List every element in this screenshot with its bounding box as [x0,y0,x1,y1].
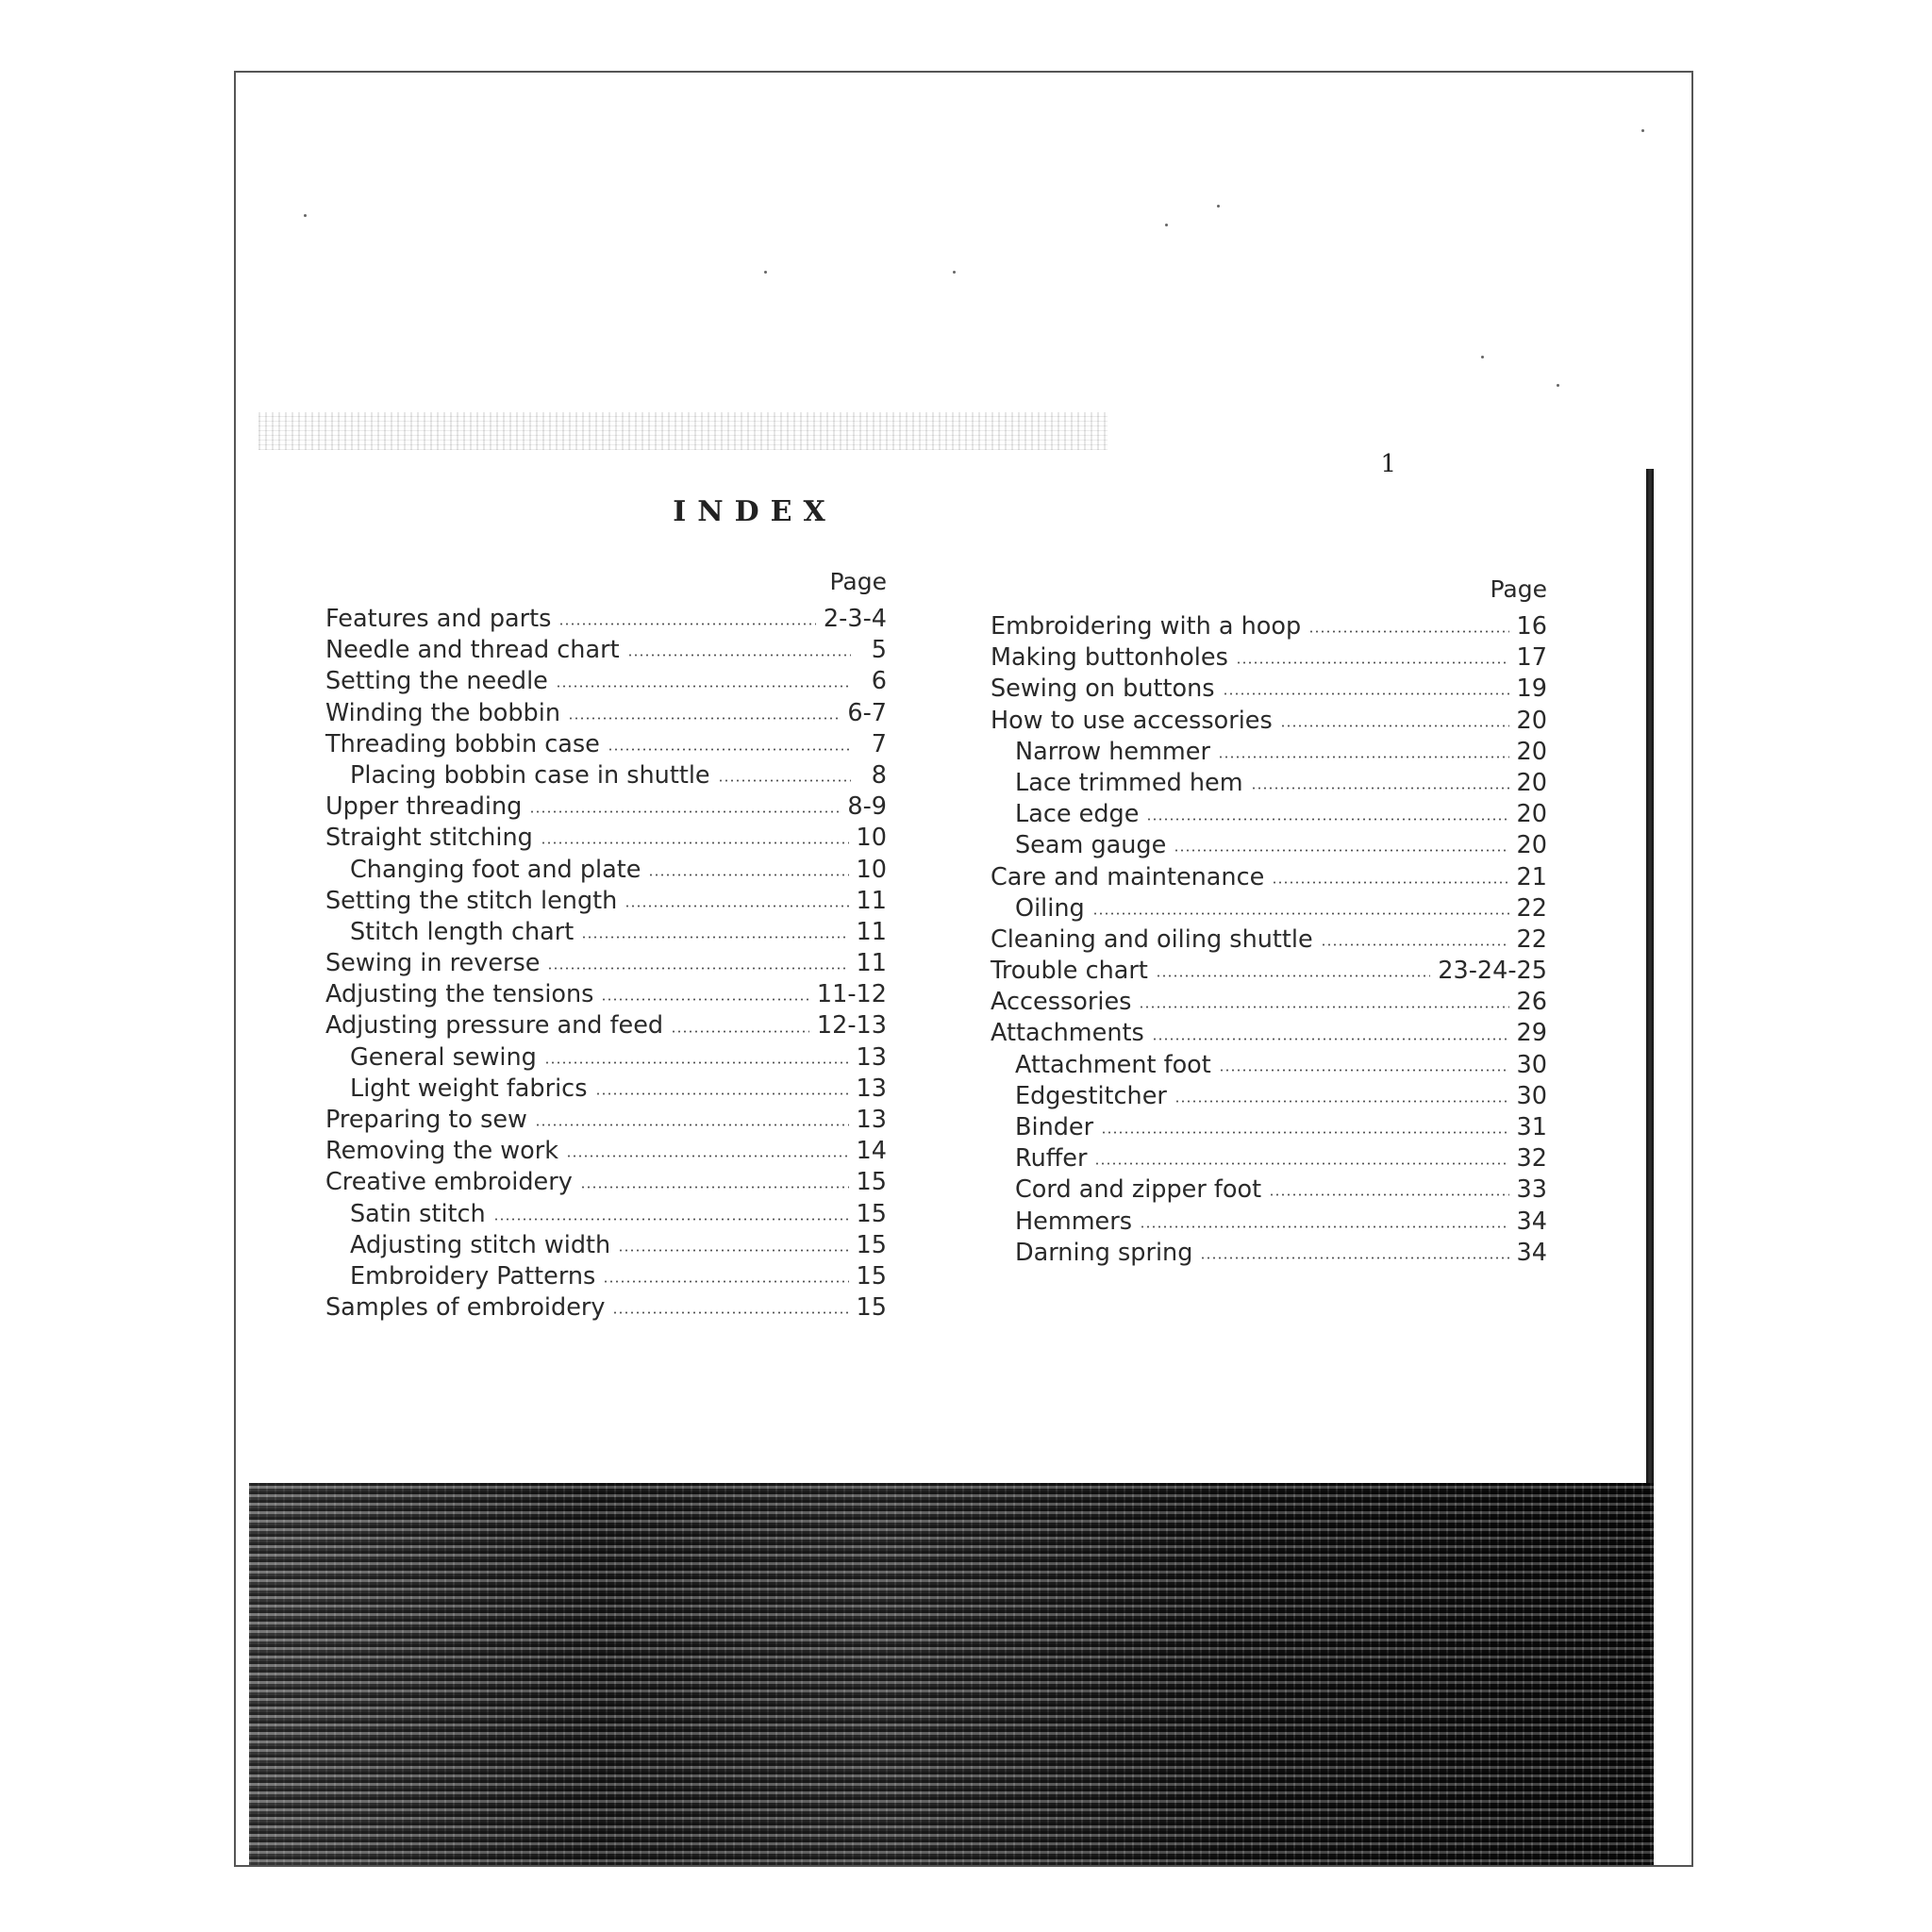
index-entry-page: 5 [871,636,887,665]
index-entry [325,1292,887,1324]
index-entry-page: 32 [1516,1144,1547,1174]
index-entry-label: Binder [1015,1113,1094,1141]
index-entry-label: Adjusting the tensions [325,980,594,1009]
index-entry-page: 15 [856,1199,887,1228]
dot-leader [1152,1038,1509,1041]
index-entry [991,1050,1547,1081]
index-entry [325,979,887,1010]
dot-leader [1321,943,1509,946]
dot-leader [581,936,848,939]
index-entry [991,799,1547,830]
dot-leader [566,1155,849,1158]
index-entry [325,1261,887,1292]
index-entry [991,1112,1547,1143]
index-entry-label: Embroidering with a hoop [991,612,1302,641]
dot-leader [625,905,848,908]
index-entry [325,1199,887,1230]
dot-leader [618,1249,848,1252]
index-entry-page: 11 [856,917,887,946]
index-entry [991,674,1547,705]
dot-leader [595,1092,849,1095]
index-entry-label: Ruffer [1015,1144,1088,1174]
index-entry [325,1042,887,1074]
index-entry-page: 13 [856,1042,887,1072]
dot-leader [544,1061,849,1064]
index-entry-label: Trouble chart [991,957,1148,986]
index-entry-page: 13 [856,1074,887,1103]
index-entry-page: 22 [1516,893,1547,923]
dot-leader [1219,1069,1509,1072]
index-entry [991,1207,1547,1238]
dot-leader [1269,1193,1508,1196]
index-entry-page: 19 [1516,675,1547,704]
index-entry [991,706,1547,737]
index-entry [325,948,887,979]
index-entry-label: Placing bobbin case in shuttle [350,760,710,790]
index-entry-page: 7 [871,729,887,758]
index-column-right [991,574,1547,1269]
index-entry-page: 15 [856,1293,887,1323]
index-entry-label: Sewing in reverse [325,949,541,978]
index-entry-page: 30 [1516,1081,1547,1110]
dot-leader [1140,1225,1509,1228]
index-entry-page: 15 [856,1168,887,1197]
index-entry-label: Adjusting pressure and feed [325,1011,664,1041]
dot-leader [612,1311,848,1314]
index-entry [991,893,1547,924]
index-entry-page: 14 [856,1137,887,1166]
index-entry [991,737,1547,768]
dot-leader [671,1030,809,1033]
index-entry [991,1238,1547,1269]
index-entry-label: Edgestitcher [1015,1081,1167,1110]
index-entry-label: Needle and thread chart [325,636,620,665]
dot-leader [568,717,840,720]
index-entry [325,1074,887,1105]
index-entry-page: 2-3-4 [823,605,887,633]
dot-leader [541,841,849,844]
index-entry [325,791,887,823]
page-number: 1 [1380,450,1396,478]
index-entry-label: Lace trimmed hem [1015,768,1243,797]
index-entry-page: 8-9 [847,792,887,822]
index-entry-label: Narrow hemmer [1015,737,1210,766]
index-entry-label: Creative embroidery [325,1168,573,1197]
index-entry-label: Adjusting stitch width [350,1230,611,1259]
index-entry [325,666,887,697]
index-entry [991,956,1547,987]
dot-leader [547,967,848,970]
index-entry-page: 20 [1516,831,1547,860]
index-entry-label: Lace edge [1015,800,1140,829]
index-entry-label: Satin stitch [350,1199,486,1228]
index-entry-page: 23-24-25 [1438,957,1547,986]
dot-leader [558,623,816,625]
index-entry-page: 8 [871,760,887,790]
dot-leader [1146,818,1508,821]
index-entry-label: Features and parts [325,605,552,633]
index-entry-label: Cord and zipper foot [1015,1175,1262,1205]
dot-leader [1092,912,1509,915]
dot-leader [493,1218,849,1221]
dot-leader [1223,692,1509,695]
index-entry-label: How to use accessories [991,706,1273,735]
dot-leader [580,1186,849,1189]
dot-leader [1156,974,1430,977]
index-entry [325,1105,887,1136]
dot-leader [1218,756,1509,758]
index-entry [325,917,887,948]
index-entry [991,862,1547,893]
index-entry [991,1143,1547,1174]
index-entry [991,768,1547,799]
index-entry-page: 20 [1516,706,1547,735]
index-entry [991,987,1547,1018]
dot-leader [535,1124,849,1126]
page-column-header: Page [829,568,887,595]
index-entry [325,855,887,886]
index-entry [991,924,1547,956]
index-entry-page: 26 [1516,988,1547,1017]
index-entry-page: 11 [856,949,887,978]
index-entry-page: 29 [1516,1019,1547,1048]
index-entry [325,635,887,666]
dot-leader [1308,630,1508,633]
index-entry [325,823,887,854]
index-entry-page: 21 [1516,862,1547,891]
index-entry-page: 6-7 [847,698,887,727]
index-entry-label: Oiling [1015,893,1085,923]
index-entry-label: Changing foot and plate [350,855,641,884]
dot-leader [556,685,851,688]
index-entry-page: 31 [1516,1113,1547,1141]
index-entry-label: Stitch length chart [350,917,575,946]
index-entry-label: Light weight fabrics [350,1074,588,1103]
index-entry [325,1136,887,1167]
index-entry-label: Cleaning and oiling shuttle [991,924,1313,954]
index-entry [991,830,1547,861]
index-entry-page: 22 [1516,924,1547,954]
dot-leader [529,810,840,813]
index-entry [991,1081,1547,1112]
index-entry-page: 34 [1516,1207,1547,1236]
index-entry-label: Embroidery Patterns [350,1261,596,1291]
dot-leader [601,998,808,1001]
index-entry-label: Seam gauge [1015,831,1167,860]
index-entry-label: Removing the work [325,1137,558,1166]
index-entry-label: Threading bobbin case [325,729,600,758]
index-entry [991,642,1547,674]
index-entry-label: Setting the needle [325,667,548,696]
index-entry [325,604,887,635]
index-entry-page: 6 [871,667,887,696]
index-entry-page: 15 [856,1230,887,1259]
dot-leader [1174,1100,1509,1103]
index-entry-label: Samples of embroidery [325,1293,606,1323]
dot-leader [1236,661,1509,664]
index-entry [325,698,887,729]
index-entry-label: Setting the stitch length [325,886,618,915]
index-entry-label: Sewing on buttons [991,675,1215,704]
dot-leader [1280,724,1509,727]
index-entry-page: 15 [856,1261,887,1291]
index-entry-page: 12-13 [816,1011,887,1041]
dot-leader [1139,1006,1508,1008]
index-entry-page: 13 [856,1106,887,1134]
index-entry [325,1230,887,1261]
index-entry-page: 34 [1516,1238,1547,1267]
index-entry-page: 33 [1516,1175,1547,1205]
index-entry [325,1167,887,1198]
index-entry-label: Straight stitching [325,824,533,853]
index-entry [325,886,887,917]
index-entry-label: Accessories [991,988,1132,1017]
index-title: INDEX [673,495,837,528]
dot-leader [1174,849,1508,852]
index-entry-label: Hemmers [1015,1207,1133,1236]
dot-leader [627,654,851,657]
dot-leader [718,779,851,782]
index-column-left [325,566,887,1324]
index-entry [991,611,1547,642]
dot-leader [1101,1131,1508,1134]
dot-leader [603,1280,848,1283]
dot-leader [1272,881,1508,884]
index-entry-page: 10 [856,824,887,853]
index-entry-label: Attachments [991,1019,1144,1048]
index-entry-page: 20 [1516,737,1547,766]
index-entry-page: 17 [1516,643,1547,673]
index-entry-page: 11 [856,886,887,915]
index-entry [991,1174,1547,1206]
index-entry-page: 10 [856,855,887,884]
index-entry-label: Preparing to sew [325,1106,527,1134]
index-entry-page: 30 [1516,1050,1547,1079]
index-entry [991,1018,1547,1049]
page-column-header: Page [1490,575,1547,603]
index-entry-page: 20 [1516,768,1547,797]
index-entry-label: Attachment foot [1015,1050,1211,1079]
index-entry [325,760,887,791]
dot-leader [1251,787,1509,790]
scan-noise-top [258,412,1108,450]
index-entry-label: Care and maintenance [991,862,1265,891]
scan-dark-area [249,1483,1654,1865]
index-entry-page: 11-12 [816,980,887,1009]
dot-leader [608,748,851,751]
index-entry [325,729,887,760]
index-entry-label: Winding the bobbin [325,698,560,727]
index-entry-label: General sewing [350,1042,537,1072]
index-entry [325,1010,887,1041]
index-entry-label: Making buttonholes [991,643,1228,673]
dot-leader [1094,1162,1508,1165]
dot-leader [648,874,848,876]
index-entry-label: Darning spring [1015,1238,1193,1267]
index-entry-page: 16 [1516,612,1547,641]
index-entry-page: 20 [1516,800,1547,829]
index-entry-label: Upper threading [325,792,523,822]
dot-leader [1200,1257,1508,1259]
